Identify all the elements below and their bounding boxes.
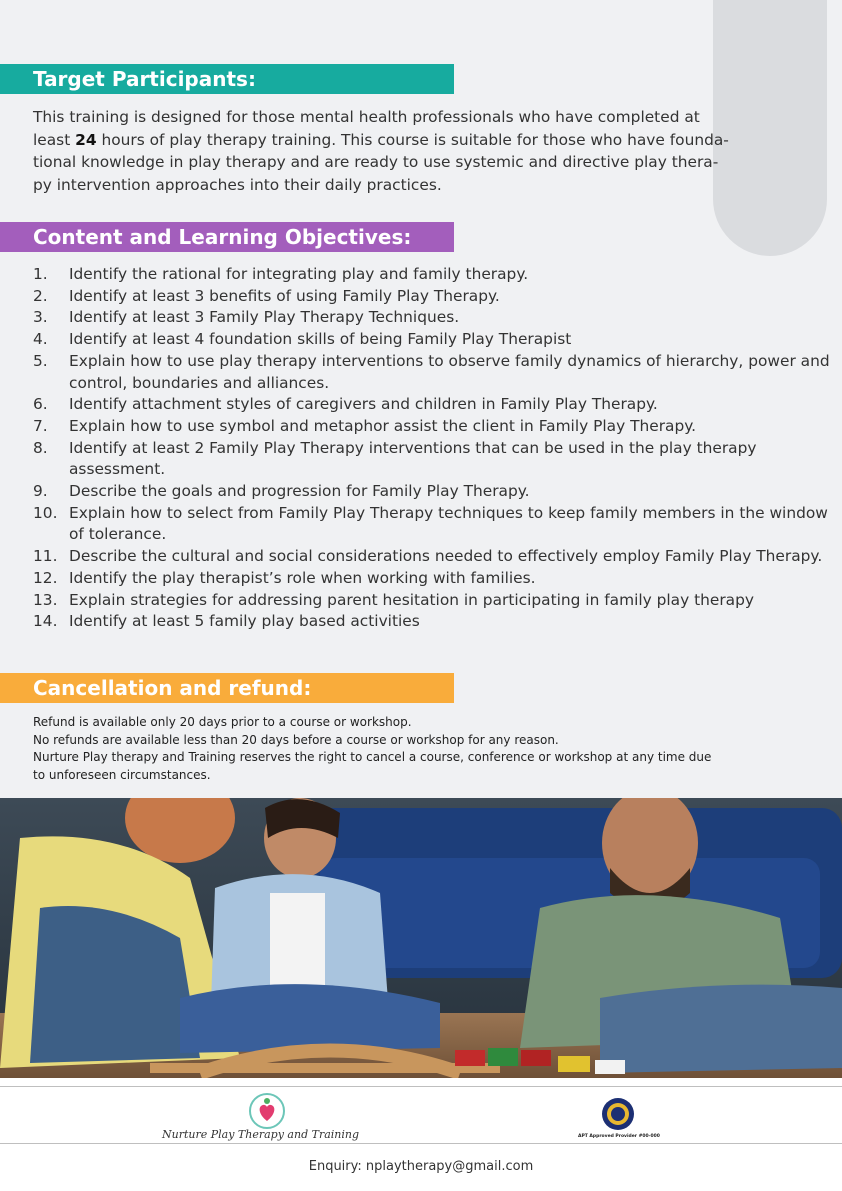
item-number: 11. — [33, 547, 58, 566]
participants-line-1: This training is designed for those mental health professionals who have completed at — [33, 108, 700, 126]
footer-divider-bottom — [0, 1143, 842, 1144]
item-text: Explain strategies for addressing parent hesitation in participating in family play therapy — [69, 590, 754, 609]
list-item — [33, 394, 838, 416]
item-text: Identify at least 4 foundation skills of being Family Play Therapist — [69, 330, 572, 349]
refund-line-1: Refund is available only 20 days prior to a course or workshop. — [33, 715, 412, 729]
list-item — [33, 351, 838, 394]
item-text: Explain how to use play therapy interventions to observe family dynamics of hierarchy, power and control, boundaries and alliances. — [69, 351, 830, 392]
participants-heading: Target Participants: — [0, 64, 454, 94]
photo-illustration — [0, 798, 842, 1078]
participants-line-3: tional knowledge in play therapy and are ready to use systemic and directive play thera- — [33, 153, 719, 171]
item-text: Describe the goals and progression for Family Play Therapy. — [69, 482, 530, 501]
item-number: 14. — [33, 612, 58, 631]
item-text: Identify the play therapist’s role when working with families. — [69, 568, 536, 587]
item-number: 9. — [33, 482, 48, 501]
org-name: Nurture Play Therapy and Training — [162, 1128, 360, 1141]
item-text: Describe the cultural and social considerations needed to effectively employ Family Play Therapy. — [69, 547, 823, 566]
list-item — [33, 568, 838, 590]
list-item — [33, 307, 838, 329]
item-text: Identify at least 5 family play based activities — [69, 612, 420, 631]
item-text: Explain how to select from Family Play Therapy techniques to keep family members in the window of tolerance. — [69, 503, 828, 544]
apt-approved-logo — [598, 1096, 638, 1132]
enquiry-email[interactable]: Enquiry: nplaytherapy@gmail.com — [308, 1159, 534, 1174]
item-number: 10. — [33, 503, 58, 522]
list-item — [33, 438, 838, 481]
participants-line-4: py intervention approaches into their daily practices. — [33, 175, 442, 194]
list-item — [33, 264, 838, 286]
item-text: Identify at least 3 benefits of using Family Play Therapy. — [69, 286, 500, 305]
item-number: 5. — [33, 351, 48, 370]
item-text: Explain how to use symbol and metaphor assist the client in Family Play Therapy. — [69, 416, 697, 435]
list-item — [33, 590, 838, 612]
item-number: 7. — [33, 416, 48, 435]
objectives-heading: Content and Learning Objectives: — [0, 222, 454, 252]
least-word: least — [33, 130, 76, 149]
refund-line-2: No refunds are available less than 20 days before a course or workshop for any reason. — [33, 732, 559, 747]
objectives-list — [33, 264, 838, 633]
participants-text — [33, 106, 813, 196]
item-number: 8. — [33, 438, 48, 457]
list-item — [33, 416, 838, 438]
hours-count: 24 — [75, 130, 97, 149]
item-number: 12. — [33, 568, 58, 587]
nurture-heart-icon — [248, 1092, 286, 1130]
list-item — [33, 546, 838, 568]
item-number: 3. — [33, 308, 48, 327]
refund-line-4: to unforeseen circumstances. — [33, 767, 211, 782]
item-text: Identify at least 3 Family Play Therapy Techniques. — [69, 308, 460, 327]
nurture-play-logo — [248, 1092, 286, 1130]
item-text: Identify the rational for integrating play and family therapy. — [69, 265, 529, 283]
list-item — [33, 286, 838, 308]
apt-caption: APT Approved Provider #00-000 — [578, 1134, 660, 1139]
apt-seal-icon — [598, 1096, 638, 1132]
participants-line-2-rest: hours of play therapy training. This course is suitable for those who have founda- — [96, 130, 729, 149]
item-number: 13. — [33, 590, 58, 609]
footer-divider-top — [0, 1086, 842, 1087]
item-text: Identify attachment styles of caregivers and children in Family Play Therapy. — [69, 395, 658, 414]
item-number: 2. — [33, 286, 48, 305]
refund-text — [33, 714, 813, 784]
list-item — [33, 611, 838, 633]
item-number: 4. — [33, 330, 48, 349]
list-item — [33, 503, 838, 546]
list-item — [33, 481, 838, 503]
item-number: 1. — [33, 265, 48, 283]
family-play-photo — [0, 798, 842, 1078]
refund-line-3: Nurture Play therapy and Training reserves the right to cancel a course, conference or workshop at any time due — [33, 750, 712, 764]
list-item — [33, 329, 838, 351]
refund-heading: Cancellation and refund: — [0, 673, 454, 703]
participants-line-2 — [33, 129, 813, 152]
item-text: Identify at least 2 Family Play Therapy interventions that can be used in the play therapy assessment. — [69, 438, 757, 479]
item-number: 6. — [33, 395, 48, 414]
